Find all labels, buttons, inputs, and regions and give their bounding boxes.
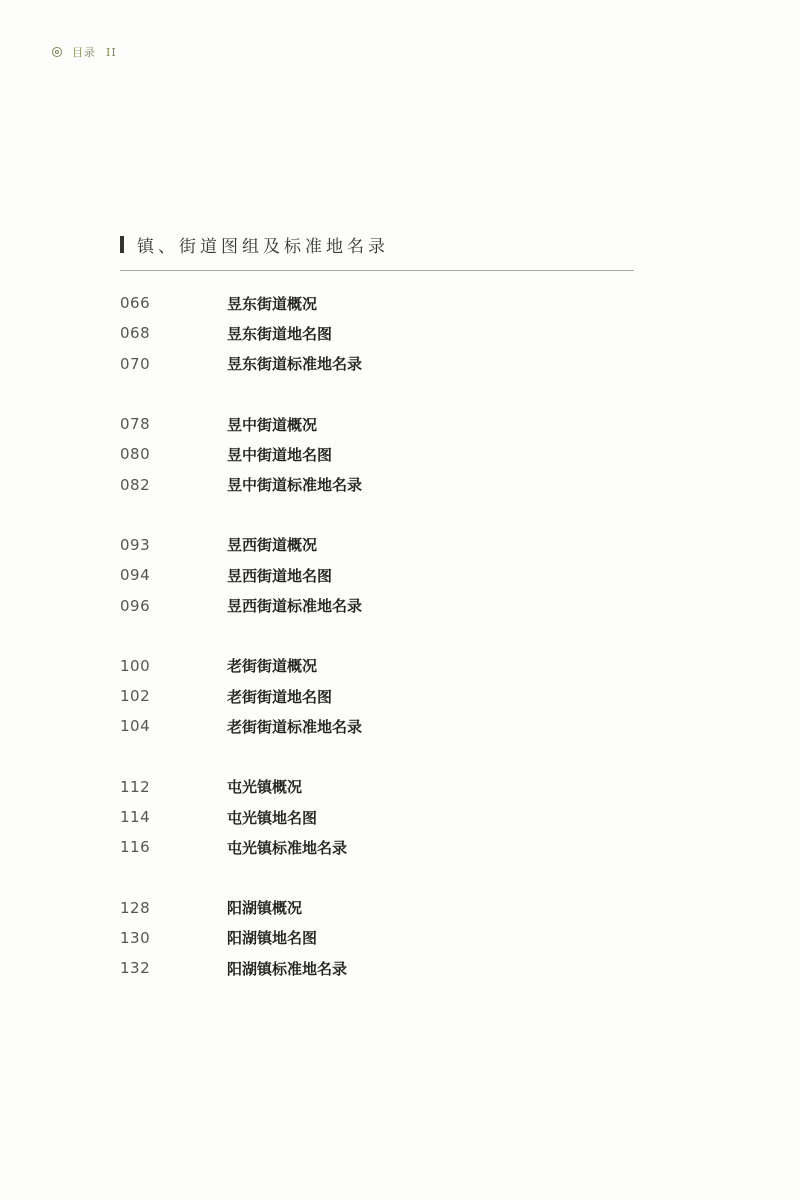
toc-entry[interactable] xyxy=(120,469,362,499)
toc-page-number: 114 xyxy=(120,808,151,826)
toc-entry[interactable] xyxy=(120,530,362,560)
toc-entry[interactable] xyxy=(120,288,362,318)
toc-entry[interactable] xyxy=(120,711,362,741)
toc-entry-title: 老街街道地名图 xyxy=(227,687,333,706)
toc-entry-title: 昱中街道地名图 xyxy=(227,445,333,464)
header-page-number: II xyxy=(106,45,117,59)
toc-entry[interactable] xyxy=(120,892,362,922)
toc-page-number: 068 xyxy=(120,324,151,343)
toc-entry-title: 昱东街道地名图 xyxy=(227,324,333,343)
circle-ornament-icon xyxy=(52,47,62,57)
toc-page-number: 104 xyxy=(120,717,151,736)
toc-page-number: 070 xyxy=(120,354,151,373)
toc-entry[interactable] xyxy=(120,409,362,439)
toc-page-number: 080 xyxy=(120,445,151,464)
toc-entry-title: 阳湖镇地名图 xyxy=(227,929,318,948)
toc-entry[interactable] xyxy=(120,318,362,348)
header-title: 目录 xyxy=(72,46,96,59)
running-header xyxy=(52,44,117,60)
toc-page-number: 130 xyxy=(120,928,151,947)
toc-entry-title: 昱东街道标准地名录 xyxy=(227,355,363,374)
heading-bar-marker xyxy=(120,236,124,253)
toc-entry-title: 阳湖镇概况 xyxy=(227,899,303,918)
toc-page-number: 094 xyxy=(120,566,151,585)
toc-group xyxy=(120,530,362,621)
toc-entry-title: 昱中街道标准地名录 xyxy=(227,476,363,495)
section-heading xyxy=(120,232,389,257)
toc-page-number: 066 xyxy=(120,294,151,313)
toc-page-number: 078 xyxy=(120,415,151,434)
toc-entry[interactable] xyxy=(120,681,362,711)
toc-page-number: 112 xyxy=(120,777,151,796)
toc-page-number: 096 xyxy=(120,596,151,615)
toc-page-number: 132 xyxy=(120,959,151,978)
toc-page-number: 102 xyxy=(120,687,151,706)
toc-entry[interactable] xyxy=(120,923,362,953)
toc-entry-title: 昱中街道概况 xyxy=(227,415,318,434)
section-title: 镇、街道图组及标准地名录 xyxy=(137,237,389,257)
toc-entry-title: 阳湖镇标准地名录 xyxy=(227,959,348,978)
toc-group xyxy=(120,288,362,379)
toc-entry[interactable] xyxy=(120,802,362,832)
toc-entry-title: 昱西街道标准地名录 xyxy=(227,597,363,616)
toc-entry[interactable] xyxy=(120,439,362,469)
toc-entry[interactable] xyxy=(120,772,362,802)
toc-entry-title: 老街街道标准地名录 xyxy=(227,717,363,736)
toc-group xyxy=(120,651,362,742)
toc-entry-title: 昱西街道地名图 xyxy=(227,566,333,585)
heading-divider xyxy=(120,270,634,271)
toc-page-number: 093 xyxy=(120,535,151,554)
toc-entry[interactable] xyxy=(120,651,362,681)
toc-entry[interactable] xyxy=(120,832,362,862)
toc-page-number: 116 xyxy=(120,838,151,857)
toc-page-number: 100 xyxy=(120,656,151,675)
toc-group xyxy=(120,892,362,983)
toc-entry-title: 昱东街道概况 xyxy=(227,294,318,313)
toc-group xyxy=(120,772,362,863)
toc-entry-title: 屯光镇地名图 xyxy=(227,808,318,827)
toc-page-number: 082 xyxy=(120,475,151,494)
toc-entry-title: 屯光镇概况 xyxy=(227,778,303,797)
toc-entry[interactable] xyxy=(120,349,362,379)
toc-entry[interactable] xyxy=(120,560,362,590)
toc-entry-title: 老街街道概况 xyxy=(227,657,318,676)
toc-entry[interactable] xyxy=(120,953,362,983)
table-of-contents xyxy=(120,288,362,1013)
toc-entry[interactable] xyxy=(120,590,362,620)
toc-page-number: 128 xyxy=(120,898,151,917)
toc-group xyxy=(120,409,362,500)
toc-entry-title: 昱西街道概况 xyxy=(227,536,318,555)
toc-entry-title: 屯光镇标准地名录 xyxy=(227,838,348,857)
